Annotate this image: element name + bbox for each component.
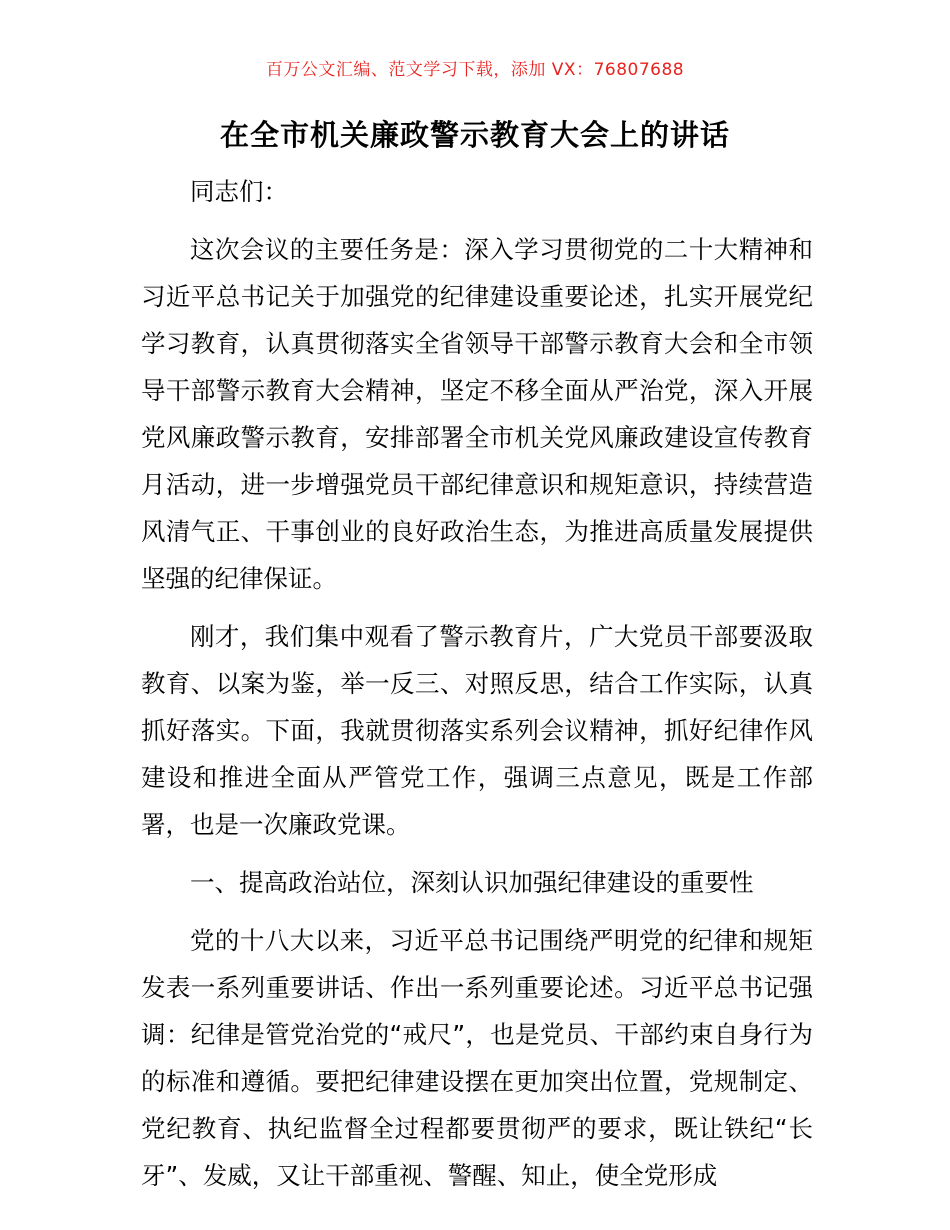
paragraph-warning-film: 刚才，我们集中观看了警示教育片，广大党员干部要汲取教育、以案为鉴，举一反三、对照反思，结合工作实际，认真抓好落实。下面，我就贯彻落实系列会议精神，抓好纪律作风建设和推进全面从严管党工作，强调三点意见，既是工作部署，也是一次廉政党课。: [141, 622, 813, 839]
watermark-header: 百万公文汇编、范文学习下载，添加 VX：76807688: [265, 60, 685, 80]
salutation: 同志们：: [190, 177, 288, 206]
section-heading-1: 一、提高政治站位，深刻认识加强纪律建设的重要性: [190, 868, 754, 897]
document-title: 在全市机关廉政警示教育大会上的讲话: [219, 118, 730, 152]
document-body: [141, 168, 813, 1210]
paragraph-discipline: 党的十八大以来，习近平总书记围绕严明党的纪律和规矩发表一系列重要讲话、作出一系列重要论述。习近平总书记强调：纪律是管党治党的“戒尺”，也是党员、干部约束自身行为的标准和遵循。要把纪律建设摆在更加突出位置，党规制定、党纪教育、执纪监督全过程都要贯彻严的要求，既让铁纪“长牙”、发威，又让干部重视、警醒、知止，使全党形成: [141, 926, 813, 1190]
paragraph-intro: 这次会议的主要任务是：深入学习贯彻党的二十大精神和习近平总书记关于加强党的纪律建设重要论述，扎实开展党纪学习教育，认真贯彻落实全省领导干部警示教育大会和全市领导干部警示教育大会精神，坚定不移全面从严治党，深入开展党风廉政警示教育，安排部署全市机关党风廉政建设宣传教育月活动，进一步增强党员干部纪律意识和规矩意识，持续营造风清气正、干事创业的良好政治生态，为推进高质量发展提供坚强的纪律保证。: [141, 235, 813, 593]
